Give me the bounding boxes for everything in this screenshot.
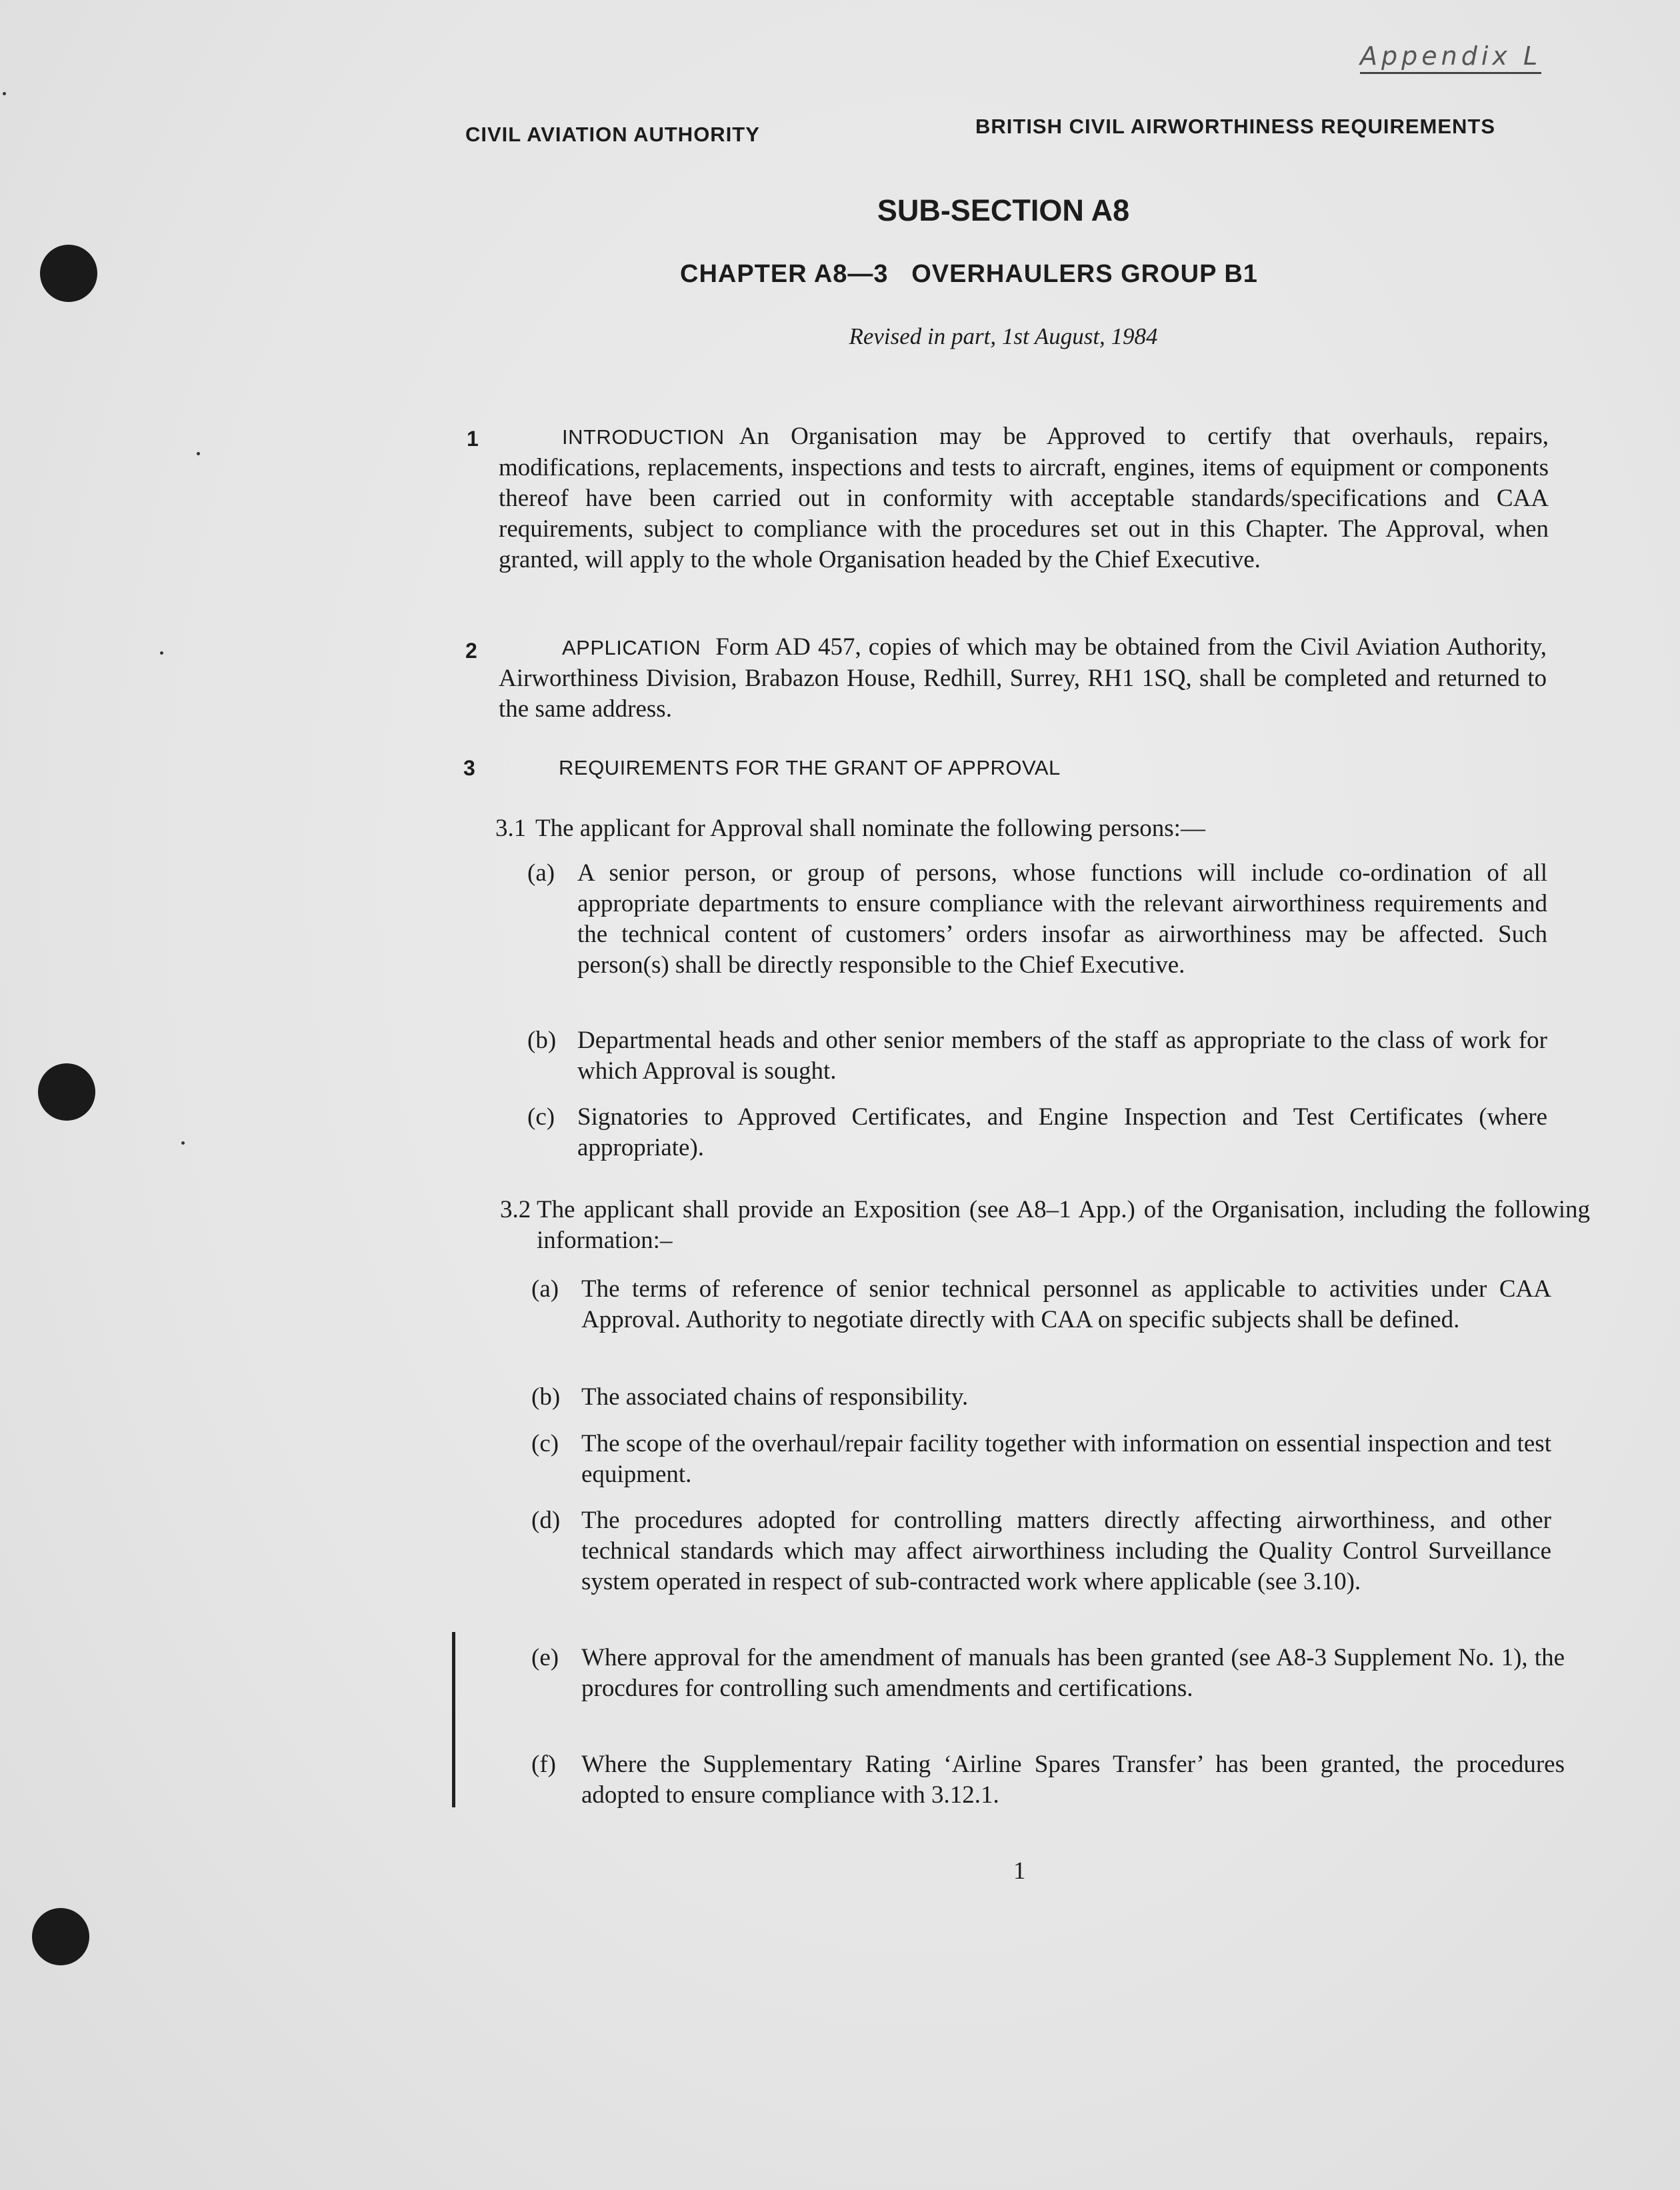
punch-hole-top xyxy=(40,245,97,302)
list-item-text: Where approval for the amendment of manuals has been granted (see A8-3 Supplement No. 1), the procdures for controlling such amendments and certifications. xyxy=(581,1644,1565,1702)
list-item-tag: (f) xyxy=(531,1751,556,1778)
list-item xyxy=(527,1102,1547,1163)
list-item xyxy=(531,1429,1551,1490)
section-introduction xyxy=(499,421,1549,575)
header-right: BRITISH CIVIL AIRWORTHINESS REQUIREMENTS xyxy=(975,115,1496,138)
list-item-text: Signatories to Approved Certificates, and Engine Inspection and Test Certificates (where appropriate). xyxy=(577,1103,1547,1161)
header-left: CIVIL AVIATION AUTHORITY xyxy=(465,123,760,146)
section-number: 3 xyxy=(463,756,475,780)
revision-note: Revised in part, 1st August, 1984 xyxy=(849,323,1158,349)
section-number: 2 xyxy=(465,639,477,663)
paragraph-number: 3.1 xyxy=(495,815,527,842)
list-item-text: The scope of the overhaul/repair facility together with information on essential inspection and test equipment. xyxy=(581,1430,1551,1488)
section-heading: REQUIREMENTS FOR THE GRANT OF APPROVAL xyxy=(559,756,1061,779)
punch-hole-bottom xyxy=(32,1908,89,1965)
section-application xyxy=(499,632,1547,725)
list-item-text: Departmental heads and other senior members of the staff as appropriate to the class of work for which Approval is sought. xyxy=(577,1027,1547,1085)
punch-hole-middle xyxy=(38,1063,95,1121)
paragraph-number: 3.2 xyxy=(500,1196,531,1223)
list-item-tag: (a) xyxy=(527,859,555,887)
section-number: 1 xyxy=(467,427,479,451)
section-text: Form AD 457, copies of which may be obtained from the Civil Aviation Authority, Airworthiness Division, Brabazon House, Redhill, Surrey, RH1 1SQ, shall be completed and returned to the same address. xyxy=(499,633,1547,723)
list-item-tag: (a) xyxy=(531,1275,559,1303)
paragraph-text: The applicant for Approval shall nominate the following persons:— xyxy=(535,815,1205,842)
revision-bar xyxy=(452,1632,455,1807)
paragraph-3-1 xyxy=(495,813,1562,844)
list-item-text: A senior person, or group of persons, whose functions will include co-ordination of all appropriate departments to ensure compliance with the relevant airworthiness requirements and the technical content of customers’ orders insofar as airworthiness may be affected. Such person(s) shall be directly responsible to the Chief Executive. xyxy=(577,859,1547,979)
section-text: An Organisation may be Approved to certify that overhauls, repairs, modifications, replacements, inspections and tests to aircraft, engines, items of equipment or components thereof have been carried out in conformity with acceptable standards/specifications and CAA requirements, subject to compliance with the procedures set out in this Chapter. The Approval, when granted, will apply to the whole Organisation headed by the Chief Executive. xyxy=(499,423,1549,573)
list-item xyxy=(527,858,1547,981)
page-number: 1 xyxy=(1013,1857,1026,1885)
speck xyxy=(160,651,163,655)
list-item-tag: (c) xyxy=(527,1103,555,1131)
list-item xyxy=(531,1274,1551,1335)
list-item xyxy=(531,1749,1565,1811)
list-item-tag: (d) xyxy=(531,1507,561,1534)
list-item-text: Where the Supplementary Rating ‘Airline Spares Transfer’ has been granted, the procedures adopted to ensure compliance with 3.12.1. xyxy=(581,1751,1565,1809)
list-item-text: The associated chains of responsibility. xyxy=(581,1383,969,1411)
chapter-title: CHAPTER A8—3 OVERHAULERS GROUP B1 xyxy=(680,260,1258,288)
speck xyxy=(181,1141,185,1145)
page-title: SUB-SECTION A8 xyxy=(877,193,1130,227)
list-item xyxy=(531,1382,1551,1413)
list-item-tag: (b) xyxy=(531,1383,561,1411)
list-item-tag: (b) xyxy=(527,1027,557,1054)
speck xyxy=(197,452,200,455)
list-item-tag: (c) xyxy=(531,1430,559,1457)
list-item-text: The procedures adopted for controlling matters directly affecting airworthiness, and other technical standards which may affect airworthiness including the Quality Control Surveillance system operated in respect of sub-contracted work where applicable (see 3.10). xyxy=(581,1507,1551,1595)
speck xyxy=(3,92,6,95)
list-item xyxy=(531,1643,1565,1704)
section-heading: INTRODUCTION xyxy=(562,425,725,449)
handwritten-annotation: Appendix L xyxy=(1360,41,1541,74)
list-item xyxy=(531,1505,1551,1597)
paragraph-text: The applicant shall provide an Exposition (see A8–1 App.) of the Organisation, including the following information:– xyxy=(537,1196,1590,1254)
list-item-tag: (e) xyxy=(531,1644,559,1671)
list-item xyxy=(527,1025,1547,1087)
paragraph-3-2 xyxy=(500,1195,1590,1256)
section-heading: APPLICATION xyxy=(562,636,701,659)
list-item-text: The terms of reference of senior technical personnel as applicable to activities under CAA Approval. Authority to negotiate directly with CAA on specific subjects shall be defined. xyxy=(581,1275,1551,1333)
